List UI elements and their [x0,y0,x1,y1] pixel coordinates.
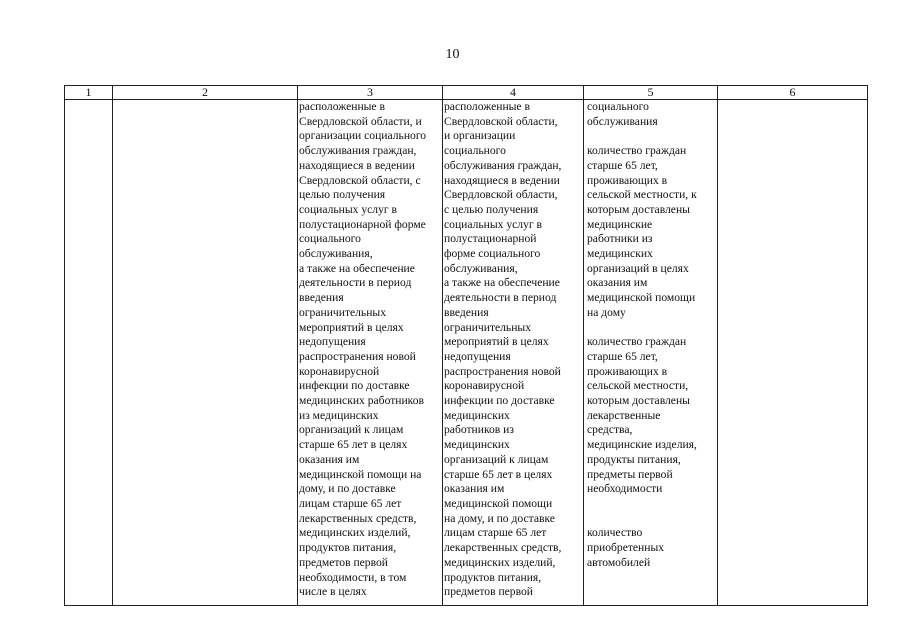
column-header-1: 1 [65,86,113,100]
cell-col6-text [718,100,867,605]
cell-col2-text [113,100,297,605]
cell-col1 [65,100,113,606]
column-header-2: 2 [113,86,298,100]
page-number: 10 [445,47,460,62]
cell-col2 [113,100,298,606]
column-header-5: 5 [584,86,718,100]
cell-col1-text [65,100,112,605]
cell-col3-text: расположенные в Свердловской области, и организации социального обслуживания граждан, находящиеся в ведении Свердловской области, с целью получения социальных услуг в полустационарной форме социального обслуживания, а также на обеспечение деятельности в период введения ограничительных мероприятий в целях недопущения распространения новой коронавирусной инфекции по доставке медицинских работников из медицинских организаций к лицам старше 65 лет в целях оказания им медицинской помощи на дому, и по доставке лицам старше 65 лет лекарственных средств, медицинских изделий, продуктов питания, предметов первой необходимости, в том числе в целях [299,100,427,599]
column-header-4: 4 [443,86,584,100]
document-table [64,85,868,606]
column-header-3: 3 [298,86,443,100]
cell-col5 [584,100,718,606]
table-header-row [65,86,868,100]
cell-col6 [718,100,868,606]
cell-col3 [298,100,443,606]
cell-col4 [443,100,584,606]
table-row [65,100,868,606]
column-header-6: 6 [718,86,868,100]
cell-col5-text: социального обслуживания количество граждан старше 65 лет, проживающих в сельской местности, к которым доставлены медицинские работники из медицинских организаций в целях оказания им медицинской помощи на дому количество граждан старше 65 лет, проживающих в сельской местности, которым доставлены лекарственные средства, медицинские изделия, продукты питания, предметы первой необходимости количество приобретенных автомобилей [587,100,697,569]
cell-col4-text: расположенные в Свердловской области, и организации социального обслуживания граждан, находящиеся в ведении Свердловской области, с целью получения социальных услуг в полустационарной форме социального обслуживания, а также на обеспечение деятельности в период введения ограничительных мероприятий в целях недопущения распространения новой коронавирусной инфекции по доставке медицинских работников из медицинских организаций к лицам старше 65 лет в целях оказания им медицинской помощи на дому, и по доставке лицам старше 65 лет лекарственных средств, медицинских изделий, продуктов питания, предметов первой [444,100,562,599]
